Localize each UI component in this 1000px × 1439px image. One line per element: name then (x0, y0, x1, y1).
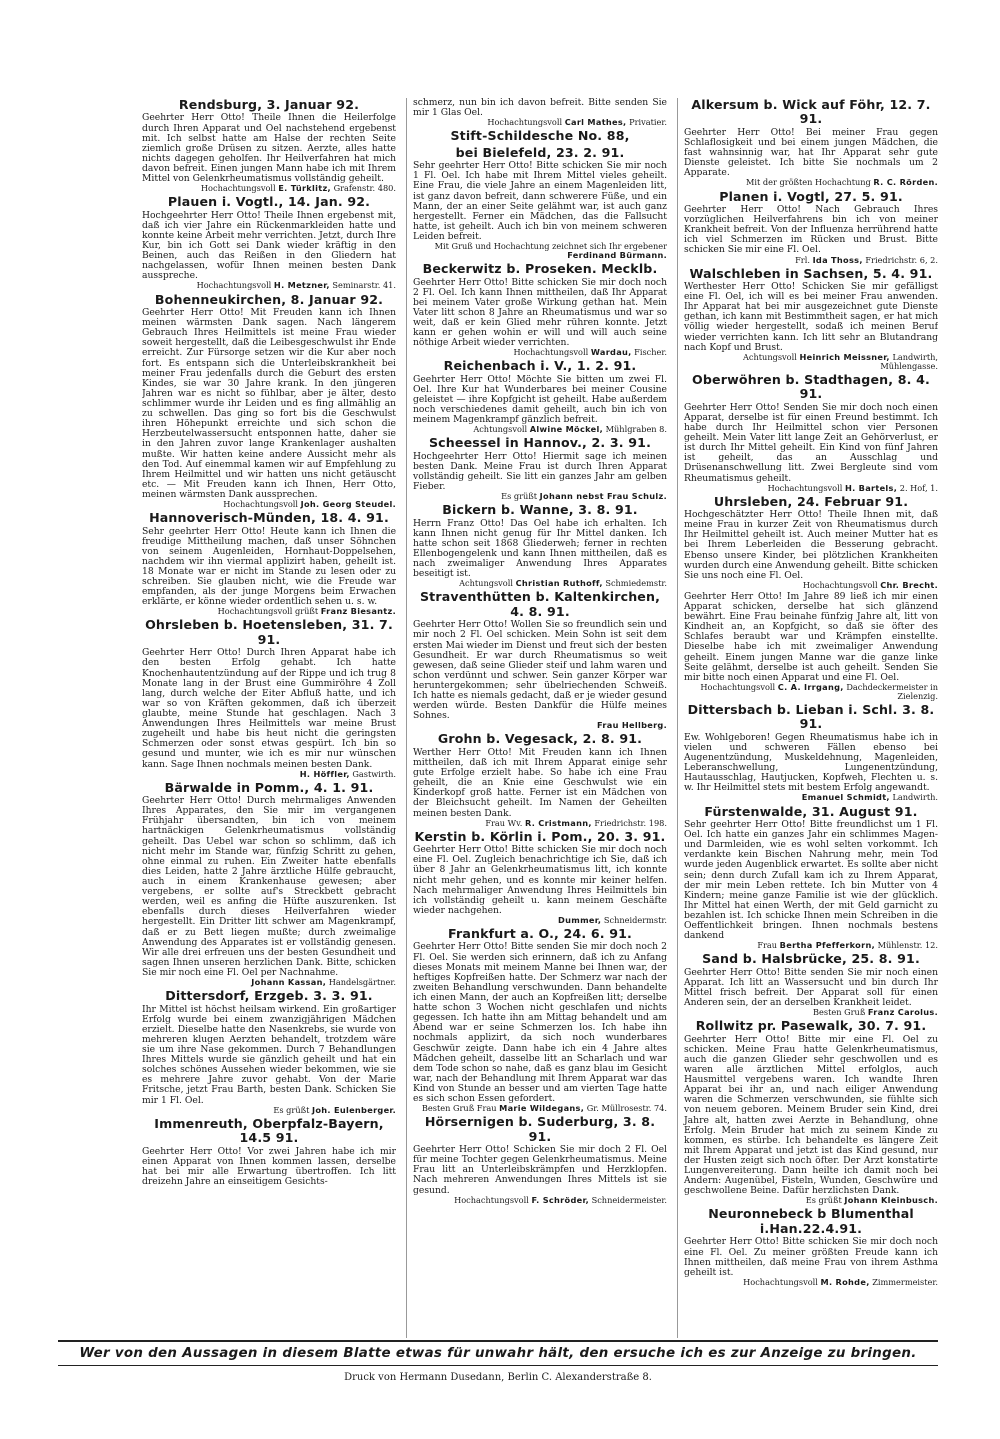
entry-heading: Beckerwitz b. Proseken. Mecklb. (422, 261, 658, 277)
signature-prefix: Frl. (795, 254, 810, 265)
signature-prefix: Hochachtungsvoll (200, 183, 276, 194)
entry-body: Werther Herr Otto! Mit Freuden kann ich Ihnen mittheilen, daß ich mit Ihrem Apparat einige sehr gute Erfolge erzielt habe. So habe ich eine Frau geheilt, die an Knie eine Geschwulst wie ein Kinderkopf groß hatte. Ferner ist ein Mädchen von der Bleichsucht geheilt. Im Namen der Geheilten meinen besten Dank. (413, 746, 667, 819)
testimonial-entry (684, 952, 938, 1017)
entry-body: Herrn Franz Otto! Das Oel habe ich erhalten. Ich kann Ihnen nicht genug für Ihr Mittel danken. Ich hatte schon seit 1868 Gliederweh; ferner in rechten Ellenbogengelenk und kann Ihnen mittheilen, daß es nach zweimaliger Anwendung Ihres Apparates beseitigt ist. (413, 517, 667, 580)
signature-suffix: Seminarstr. 41. (332, 280, 396, 291)
entry-heading: Immenreuth, Oberpfalz-Bayern, 14.5 91. (154, 1115, 384, 1146)
entry-signature (684, 256, 938, 265)
entry-heading: Uhrsleben, 24. Februar 91. (713, 493, 909, 509)
entry-signature (142, 1106, 396, 1115)
testimonial-entry (413, 129, 667, 143)
entry-signature (142, 978, 396, 987)
entry-heading: Planen i. Vogtl, 27. 5. 91. (719, 188, 903, 204)
entry-signature (413, 579, 667, 588)
signature-prefix: Mit Gruß und Hochachtung zeichnet sich Ihr ergebener (434, 241, 667, 252)
entry-body: Geehrter Herr Otto! Bitte senden Sie mir noch einen Apparat. Ich litt an Wassersucht und bin durch Ihr Mittel frisch befreit. Der Apparat soll für einen Anderen sein, der an derselben Krankheit leidet. (684, 966, 938, 1009)
entry-signature (142, 281, 396, 290)
signature-name: Frau Hellberg. (597, 720, 667, 731)
entry-signature (684, 793, 938, 802)
signature-name: Johann Kassan, (251, 977, 327, 988)
signature-name: Johann nebst Frau Schulz. (539, 491, 667, 502)
entry-body: Sehr geehrter Herr Otto! Bitte freundlichst um 1 Fl. Oel. Ich hatte ein ganzes Jahr ein schlimmes Magen- und Darmleiden, wie es wohl selten vorkommt. Ich verdankte kein Bischen Nahrung mehr, mein Tod wurde jeden Augenblick erwartet. Es sollte aber nicht sein; denn durch Zufall kam ich zu Ihrem Apparat, der mir mein Leben rettete. Ich bin Mutter von 4 Kindern; meine ganze Familie ist wie der glücklich. Ihr Mittel hat einen Werth, der mit Geld garnicht zu bezahlen ist. Ich schicke Ihnen mein Schreiben in die Oeffentlichkeit bringen. Ihnen nochmals bestens dankend (684, 818, 938, 942)
entry-signature (684, 1196, 938, 1205)
footer-rule-lower (58, 1365, 938, 1366)
testimonial-entry (142, 989, 396, 1115)
testimonial-entry (413, 927, 667, 1113)
signature-suffix: Mühlenstr. 12. (877, 940, 938, 951)
signature-suffix: Gr. Müllrosestr. 74. (586, 1103, 667, 1114)
entry-heading: Dittersbach b. Lieban i. Schl. 3. 8. 91. (687, 701, 935, 732)
entry-signature (142, 770, 396, 779)
testimonial-entry (413, 732, 667, 827)
entry-body: Geehrter Herr Otto! Im Jahre 89 ließ ich mir einen Apparat schicken, derselbe hat sich glänzend bewährt. Eine Frau beinahe fünfzig Jahre alt, litt von Kindheit an, an Kopfgicht, so daß sie öfter des Schlafes beraubt war und Krämpfen einstellte. Dieselbe habe ich mit zweimaliger Anwendung geheilt. Einem jungen Manne war die ganze linke Seite gelähmt, derselbe ist auch geheilt. Senden Sie mir bitte noch einen Apparat und eine Fl. Oel. (684, 590, 938, 683)
testimonial-entry (142, 781, 396, 987)
signature-name: H. Metzner, (273, 280, 330, 291)
signature-name: Christian Ruthoff, (515, 578, 603, 589)
signature-suffix: Friedrichstr. 198. (594, 817, 667, 828)
entry-heading: Walschleben in Sachsen, 5. 4. 91. (689, 265, 933, 281)
signature-name: Alwine Möckel, (529, 424, 604, 435)
testimonial-entry (684, 373, 938, 493)
signature-prefix: Achtungsvoll (459, 578, 513, 589)
entry-heading: Bärwalde in Pomm., 4. 1. 91. (164, 779, 374, 795)
entry-body: schmerz, nun bin ich davon befreit. Bitte senden Sie mir 1 Glas Oel. (413, 98, 667, 119)
entry-signature (413, 348, 667, 357)
entry-heading: Rollwitz pr. Pasewalk, 30. 7. 91. (695, 1018, 927, 1034)
signature-name: E. Türklitz, (278, 183, 331, 194)
entry-heading: Hannoverisch-Münden, 18. 4. 91. (149, 510, 389, 526)
entry-body: Geehrter Herr Otto! Möchte Sie bitten um zwei Fl. Oel. Ihre Kur hat Wunderbares bei meiner Cousine geleistet — ihre Kopfgicht ist geheilt. Habe außerdem noch verschiedenes damit geheilt, auch bin ich von meinem Magenkrampf gänzlich befreit. (413, 373, 667, 426)
entry-signature (413, 118, 667, 127)
signature-suffix: Friedrichstr. 6, 2. (865, 254, 938, 265)
column-1 (142, 98, 396, 1338)
signature-name: H. Höffler, (299, 768, 350, 779)
entry-heading: Sand b. Halsbrücke, 25. 8. 91. (702, 951, 920, 967)
entry-body: Hochgeehrter Herr Otto! Theile Ihnen ergebenst mit, daß ich vier Jahre ein Rückenmarkleiden hatte und konnte keine Arbeit mehr verrichten. Jetzt, durch Ihre Kur, bin ich Gott sei Dank wieder kräftig in den Beinen, auch das Reißen in den Gliedern hat nachgelassen, wofür Ihnen meinen besten Dank ausspreche. (142, 209, 396, 282)
entry-heading: Fürstenwalde, 31. August 91. (704, 803, 918, 819)
signature-name: Marie Wildegans, (499, 1103, 585, 1114)
entry-body: Hochgeehrter Herr Otto! Hiermit sage ich meinen besten Dank. Meine Frau ist durch Ihren Apparat vollständig geheilt. Sie litt ein ganzes Jahr am gelben Fieber. (413, 450, 667, 493)
column-3 (677, 98, 938, 1338)
signature-suffix: Schneidermeister. (591, 1194, 667, 1205)
testimonial-entry (684, 495, 938, 590)
signature-prefix: Hochachtungsvoll (513, 347, 589, 358)
testimonial-entry (413, 98, 667, 127)
entry-body: Hochgeschätzter Herr Otto! Theile Ihnen mit, daß meine Frau in kurzer Zeit von Rheumatismus durch Ihr Heilmittel geheilt ist. Auch meiner Mutter hat es bei Ihrem Leberleiden die Besserung gebracht. Ebenso unsere Kinder, bei plötzlichen Krankheiten wurden durch eine Anwendung geheilt. Bitte schicken Sie uns noch eine Fl. Oel. (684, 509, 938, 581)
signature-prefix: Hochachtungsvoll (767, 482, 843, 493)
entry-heading: Rendsburg, 3. Januar 92. (178, 98, 360, 112)
entry-signature (684, 178, 938, 187)
entry-heading: Reichenbach i. V., 1. 2. 91. (443, 358, 637, 374)
signature-prefix: Hochachtungsvoll grüßt (217, 606, 319, 617)
entry-heading: Plauen i. Vogtl., 14. Jan. 92. (167, 194, 371, 210)
entry-body: Geehrter Herr Otto! Wollen Sie so freundlich sein und mir noch 2 Fl. Oel schicken. Mein Sohn ist seit dem ersten Mai wieder im Dienst und freut sich der besten Gesundheit. Er war durch Rheumatismus so weit gewesen, daß seine Glieder steif und lahm waren und schon verdünnt und schwer. Sein ganzer Körper war heruntergekommen; sehr übelriechenden Schweiß. Ich hatte es niemals gedacht, daß er je wieder gesund werden würde. Besten Dankfür die Hülfe meines Sohnes. (413, 619, 667, 722)
entry-body: Ihr Mittel ist höchst heilsam wirkend. Ein großartiger Erfolg wurde bei einem zwanzigjährigen Mädchen erzielt. Dieselbe hatte den Nasenkrebs, sie wurde von mehreren klugen Aerzten behandelt, trotzdem wäre sie um ihre Nase gekommen. Durch 7 Behandlungen Ihres Mittels wurde sie gänzlich geheilt und hat ein solches schönes Aussehen wieder bekommen, wie sie es mehrere Jahre zuvor gehabt. Von der Marie Fritsche, jetzt Frau Barth, besten Dank. Schicken Sie mir 1 Fl. Oel. (142, 1003, 396, 1106)
entry-body: Geehrter Herr Otto! Bitte senden Sie mir doch noch 2 Fl. Oel. Sie werden sich erinnern, daß ich zu Anfang dieses Monats mit meinem Manne bei Ihnen war, der heftiges Kopfreißen hatte. Der Schmerz war nach der zweiten Behandlung verschwunden. Dann behandelte ich einen Mann, der auch an Kopfreißen litt; derselbe hatte schon 3 Wochen nicht geschlafen und nichts gegessen. Ich hatte ihn am Mittag behandelt und am Abend war er seine Schmerzen los. Ich habe ihn nochmals applizirt, da sich noch wunderbares Geschwür zeigte. Dann habe ich ein 4 Jahre altes Mädchen geheilt, dasselbe litt an Scharlach und war dem Tode schon so nahe, daß es ganz blau im Gesicht war, nach der Behandlung mit Ihrem Apparat war das Kind von Stunde an besser und am vierten Tage hatte es sich schon Essen gefordert. (413, 941, 667, 1105)
signature-suffix: Zimmermeister. (872, 1276, 938, 1287)
entry-body: Geehrter Herr Otto! Durch Ihren Apparat habe ich den besten Erfolg gehabt. Ich hatte Knochenhautentzündung auf der Rippe und ich trug 8 Monate lang in der Brust eine Gummiröhre 4 Zoll lang, durch welche der Eiter Abfluß hatte, und ich war so von Kräften gekommen, daß ich überzeit glaubte, meine Stunde hat geschlagen. Nach 3 Anwendungen Ihres Heilmittels war meine Brust zugeheilt und habe bis heut nicht die geringsten Schmerzen oder sonst etwas gespürt. Ich bin so gesund und munter, wie ich es mir nur wünschen kann. Sage Ihnen nochmals meinen besten Dank. (142, 647, 396, 770)
entry-body: Geehrter Herr Otto! Schicken Sie mir doch 2 Fl. Oel für meine Tochter gegen Gelenkrheumatismus. Meine Frau litt an Unterleibskrämpfen und Herzklopfen. Nach mehreren Anwendungen Ihres Mittels ist sie gesund. (413, 1144, 667, 1196)
testimonial-entry (142, 618, 396, 778)
entry-signature (413, 721, 667, 730)
signature-prefix: Frau (757, 940, 778, 951)
signature-prefix: Frau Wv. (485, 817, 523, 828)
signature-name: Franz Biesantz. (320, 606, 396, 617)
entry-heading: Bohenneukirchen, 8. Januar 92. (154, 291, 384, 307)
entry-signature (684, 941, 938, 950)
signature-name: Chr. Brecht. (880, 579, 938, 590)
testimonial-entry (684, 267, 938, 371)
testimonial-entry (684, 1207, 938, 1286)
entry-heading: Kerstin b. Körlin i. Pom., 20. 3. 91. (414, 828, 666, 844)
testimonial-entry (684, 1019, 938, 1205)
signature-suffix: Mühlgraben 8. (605, 424, 667, 435)
printer-imprint: Druck von Hermann Dusedann, Berlin C. Alexanderstraße 8. (344, 1372, 652, 1383)
entry-signature (413, 425, 667, 434)
signature-prefix: Es grüßt (273, 1104, 310, 1115)
footer-rule (58, 1340, 938, 1342)
signature-prefix: Besten Gruß (813, 1007, 866, 1018)
entry-heading: Scheessel in Hannov., 2. 3. 91. (428, 435, 652, 451)
testimonial-entry (684, 703, 938, 803)
entry-body: Geehrter Herr Otto! Vor zwei Jahren habe ich mir einen Apparat von Ihnen kommen lassen, derselbe hat bei mir alle Erwartung übertroffen. Ich litt dreizehn Jahre an einseitigem Gesichts- (142, 1145, 396, 1187)
testimonial-entry (684, 805, 938, 951)
entry-signature (413, 819, 667, 828)
signature-prefix: Achtungsvoll (473, 424, 528, 435)
entry-body: Sehr geehrter Herr Otto! Heute kann ich Ihnen die freudige Mittheilung machen, daß unser Söhnchen von seinem Augenleiden, Hornhaut-Doppelsehen, nachdem wir ihn viermal applizirt haben, geheilt ist. 18 Monate war er nicht im Stande zu lesen oder zu schreiben. Sie glauben nicht, wie die Freude war empfanden, als der junge Morgens beim Erwachen erklärte, er könne wieder ordentlich sehen u. s. w. (142, 525, 396, 608)
signature-prefix: Achtungsvoll (742, 351, 797, 362)
signature-suffix: Handelsgärtner. (328, 977, 396, 988)
signature-name: H. Bartels, (844, 482, 898, 493)
signature-prefix: Hochachtungsvoll (802, 579, 878, 590)
signature-prefix: Hochachtungsvoll (743, 1276, 818, 1287)
testimonial-entry (413, 1115, 667, 1205)
signature-prefix: Hochachtungsvoll (196, 280, 272, 291)
entry-body: Geehrter Herr Otto! Bei meiner Frau gegen Schlaflosigkeit und bei einem jungen Mädchen, die fast wahnsinnig war, hat Ihr Apparat sehr gute Dienste geleistet. Ich bitte Sie nochmals um 2 Apparate. (684, 126, 938, 179)
entry-body: Ew. Wohlgeboren! Gegen Rheumatismus habe ich in vielen und schweren Fällen ebenso bei Augenentzündung, Muskeldehnung, Magenleiden, Leberanschwellung, Lungenentzündung, Hautausschlag, Hautjucken, Kopfweh, Flechten u. s. w. Ihr Heilmittel stets mit bestem Erfolg angewandt. (684, 731, 938, 794)
entry-signature (142, 607, 396, 616)
entry-heading: bei Bielefeld, 23. 2. 91. (455, 144, 625, 160)
entry-body: Geehrter Herr Otto! Bitte schicken Sie mir doch noch 2 Fl. Oel. Ich kann Ihnen mittheilen, daß Ihr Apparat bei meinem Vater große Wirkung gethan hat. Mein Vater litt schon 8 Jahre an Rheumatismus und war so weit, daß er kein Glied mehr rühren konnte. Jetzt kann er gehen wohin er will und will auch seine nöthige Arbeit wieder verrichten. (413, 276, 667, 349)
entry-body: Sehr geehrter Herr Otto! Bitte schicken Sie mir noch 1 Fl. Oel. Ich habe mit Ihrem Mittel vieles geheilt. Eine Frau, die viele Jahre an einem Magenleiden litt, ist ganz davon befreit, dann schwerere Füße, und ein Mann, der an einer Seite gelähmt war, ist auch ganz hergestellt. Ferner ein Mädchen, das die Fallsucht hatte, ist geheilt. Auch ich bin von meinem schweren Leiden befreit. (413, 160, 667, 242)
entry-body: Geehrter Herr Otto! Nach Gebrauch Ihres vorzüglichen Heilverfahrens bin ich von meiner Krankheit befreit. Von der Influenza herrührend hatte ich viel Schmerzen im Rücken und Brust. Bitte schicken Sie mir eine Fl. Oel. (684, 203, 938, 256)
testimonial-entry (413, 590, 667, 730)
entry-heading: Dittersdorf, Erzgeb. 3. 3. 91. (165, 988, 373, 1004)
entry-signature (413, 1104, 667, 1113)
entry-signature (142, 184, 396, 193)
entry-heading: Frankfurt a. O., 24. 6. 91. (448, 925, 632, 941)
signature-suffix: Privatier. (629, 117, 667, 128)
signature-suffix: Schneidermstr. (603, 914, 667, 925)
signature-suffix: Grafenstr. 480. (333, 183, 396, 194)
signature-name: R. C. Rörden. (873, 177, 938, 188)
testimonial-entry (413, 262, 667, 357)
entry-body: Geehrter Herr Otto! Bitte schicken Sie mir doch noch eine Fl. Oel. Zugleich benachrichtige ich Sie, daß ich über 8 Jahr an Gelenkrheumatismus litt, ich konnte nicht mehr gehen, und es konnte mir keiner helfen. Nach mehrmaliger Anwendung Ihres Heilmittels bin ich vollständig geheilt u. kann meinem Geschäfte wieder nachgehen. (413, 844, 667, 916)
signature-name: Bertha Pfefferkorn, (779, 940, 875, 951)
signature-name: Dummer, (558, 914, 602, 925)
entry-signature (684, 353, 938, 371)
signature-name: F. Schröder, (531, 1194, 589, 1205)
entry-heading: Neuronnebeck b Blumenthal i.Han.22.4.91. (708, 1206, 914, 1236)
signature-name: R. Cristmann, (524, 817, 592, 828)
signature-name: Joh. Georg Steudel. (300, 499, 396, 510)
testimonial-entry (142, 1117, 396, 1187)
signature-prefix: Es grüßt (805, 1195, 842, 1206)
entry-signature (684, 1008, 938, 1017)
signature-prefix: Mit der größten Hochachtung (745, 177, 871, 188)
signature-name: Ida Thoss, (812, 254, 863, 265)
signature-suffix: Landwirth. (892, 792, 938, 803)
testimonial-entry (413, 359, 667, 434)
testimonial-entry (413, 503, 667, 588)
signature-name: Franz Carolus. (867, 1007, 938, 1018)
entry-signature (684, 581, 938, 590)
signature-name: Emanuel Schmidt, (801, 792, 890, 803)
entry-heading: Straventhütten b. Kaltenkirchen, 4. 8. 91. (419, 589, 661, 619)
entry-signature (413, 242, 667, 260)
signature-suffix: Fischer. (634, 347, 667, 358)
entry-heading: Ohrsleben b. Hoetensleben, 31. 7. 91. (145, 617, 393, 647)
entry-heading: Grohn b. Vegesack, 2. 8. 91. (437, 731, 643, 747)
entry-signature (684, 683, 938, 701)
signature-name: Joh. Eulenberger. (311, 1104, 396, 1115)
testimonial-entry (413, 146, 667, 260)
signature-name: M. Rohde, (820, 1276, 870, 1287)
entry-body: Geehrter Herr Otto! Senden Sie mir doch noch einen Apparat, derselbe ist für einen Freund bestimmt. Ich habe durch Ihr Heilmittel schon vier Personen geheilt. Mein Vater litt lange Zeit an Gehörverlust, er ist durch Ihr Mittel geheilt. Ein Kind von fünf Jahren ist geheilt, das an Ausschlag und Drüsenanschwellung litt. Zwei Bergleute sind vom Rheumatismus geheilt. (684, 401, 938, 484)
entry-body: Geehrter Herr Otto! Bitte schicken Sie mir doch noch eine Fl. Oel. Zu meiner größten Freude kann ich Ihnen mittheilen, daß meine Frau von ihrem Asthma geheilt ist. (684, 1236, 938, 1278)
entry-signature (142, 500, 396, 509)
signature-suffix: Schmiedemstr. (605, 578, 667, 589)
columns (142, 98, 938, 1338)
signature-prefix: Besten Gruß Frau (421, 1103, 497, 1114)
entry-body: Geehrter Herr Otto! Theile Ihnen die Heilerfolge durch Ihren Apparat und Oel nachstehend ergebenst mit. Ich selbst hatte am Halse der rechten Seite ziemlich große Drüsen zu sitzen. Aerzte, alles hatte nichts dagegen geholfen. Ihr Heilverfahren hat mich davon befreit. Einen jungen Mann habe ich mit Ihrem Mittel von Gelenkrheumatismus vollständig geheilt. (142, 112, 396, 185)
signature-prefix: Hochachtungsvoll (454, 1194, 529, 1205)
entry-signature (413, 492, 667, 501)
entry-heading: Stift-Schildesche No. 88, (450, 128, 630, 144)
testimonial-entry (684, 190, 938, 265)
footer-notice: Wer von den Aussagen in diesem Blatte etwas für unwahr hält, den ersuche ich es zur Anzeige zu bringen. (79, 1346, 917, 1361)
entry-signature (684, 484, 938, 493)
signature-suffix: 2. Hof, 1. (899, 482, 938, 493)
entry-heading: Hörsernigen b. Suderburg, 3. 8. 91. (424, 1114, 656, 1144)
signature-prefix: Es grüßt (501, 491, 538, 502)
testimonial-entry (142, 293, 396, 510)
entry-body: Geehrter Herr Otto! Durch mehrmaliges Anwenden Ihres Apparates, den Sie mir im vergangenen Frühjahr übersandten, bin ich von meinem hartnäckigen Gelenkrheumatismus vollständig geheilt. Das Uebel war schon so schlimm, daß ich nicht mehr im Stande war, fünfzig Schritt zu gehen, ohne einmal zu ruhen. Ein Zweiter hatte ebenfalls dies Leiden, hatte 2 Jahre ärztliche Hülfe gebraucht, auch in einem Krankenhause gewesen; aber vergebens, er sollte auf's Streckbett gebracht werden, weil es anfing die Hüfte auszurenken. Ist ebenfalls durch dieses Heilverfahren wieder hergestellt. Ein Dritter litt schwer am Magenkrampf, daß er zu Bett liegen mußte; durch zweimalige Anwendung des Apparates ist er vollständig genesen. Wir alle drei erfreuen uns der besten Gesundheit und sagen Ihnen unseren herzlichen Dank. Bitte, schicken Sie mir noch eine Fl. Oel per Nachnahme. (142, 795, 396, 979)
testimonial-entry (413, 830, 667, 925)
signature-prefix: Hochachtungsvoll (487, 117, 563, 128)
signature-name: Heinrich Meissner, (799, 351, 890, 362)
signature-suffix: Dachdeckermeister in Zielenzig. (846, 681, 938, 701)
signature-name: Carl Mathes, (564, 117, 627, 128)
testimonial-entry (142, 98, 396, 193)
entry-body: Geehrter Herr Otto! Mit Freuden kann ich Ihnen meinen wärmsten Dank sagen. Nach längerem Gebrauch Ihres Heilmittels ist meine Frau wieder soweit hergestellt, daß die Leibesgeschwulst ihr Ende erreicht. Zur Fürsorge setzen wir die Kur aber noch fort. Es entspann sich die Unterleibskrankheit bei meiner Frau jedenfalls durch die Geburt des ersten Kindes, sie war 30 Jahre krank. In den jüngeren Jahren war es nicht so fühlbar, aber je älter, desto schlimmer wurde ihr Leiden und es fing allmählig an zu schwellen. Das ging so fort bis die Geschwulst ihren Höhepunkt erreichte und sich schon die Herzbeutelwassersucht entsponnen hatte, daher sie in den Jahren zuvor lange Krankenlager aushalten mußte. Wir hatten keine andere Aussicht mehr als den Tod. Auf einemmal kamen wir auf Empfehlung zu Ihrem Heilmittel und wir hatten uns nicht getäuscht etc. — Mit Freuden kann ich Ihnen, Herr Otto, meinen wärmsten Dank aussprechen. (142, 306, 396, 500)
entry-heading: Alkersum b. Wick auf Föhr, 12. 7. 91. (691, 98, 931, 127)
entry-signature (413, 916, 667, 925)
signature-suffix: Landwirth, Mühlengasse. (880, 351, 938, 371)
entry-body: Werthester Herr Otto! Schicken Sie mir gefälligst eine Fl. Oel, ich will es bei meiner Frau anwenden. Ihr Apparat hat bei mir ausgezeichnet gute Dienste gethan, ich kann mit Bestimmtheit sagen, er hat mich völlig wieder hergestellt, sodaß ich meinen Beruf wieder verrichten kann. Ich litt sehr an Blutandrang nach Kopf und Brust. (684, 281, 938, 353)
signature-name: C. A. Irrgang, (777, 681, 844, 692)
entry-body: Geehrter Herr Otto! Bitte mir eine Fl. Oel zu schicken. Meine Frau hatte Gelenkrheumatismus, auch die ganzen Glieder sehr geschwollen und es waren alle ärztlichen Mittel erfolglos, auch Hausmittel vergebens waren. Ich wandte Ihren Apparat bei ihr an, und nach eiliger Anwendung waren die Schmerzen verschwunden, sie fühlte sich von neuem geboren. Meinem Bruder sein Kind, drei Jahre alt, hatten zwei Aerzte in Behandlung, ohne Erfolg. Mein Bruder hat mich zu seinem Kinde zu kommen, es stürbe. Ich behandelte es längere Zeit mit Ihrem Apparat und jetzt ist das Kind gesund, nur der Husten zeigt sich noch öfter. Der Arzt konstatirte Lungenvereiterung. Dann heilte ich damit noch bei Andern: Augenübel, Fisteln, Wunden, Geschwüre und geschwollene Beine. Dafür herzlichsten Dank. (684, 1033, 938, 1197)
entry-signature (684, 1278, 938, 1287)
signature-prefix: Hochachtungsvoll (700, 681, 776, 692)
testimonial-entry (684, 592, 938, 701)
testimonial-entry (413, 436, 667, 501)
entry-heading: Bickern b. Wanne, 3. 8. 91. (442, 502, 638, 518)
testimonial-entry (142, 195, 396, 290)
signature-name: Johann Kleinbusch. (844, 1195, 938, 1206)
signature-suffix: Gastwirth. (352, 768, 396, 779)
entry-heading: Oberwöhren b. Stadthagen, 8. 4. 91. (692, 371, 930, 402)
signature-name: Ferdinand Bürmann. (567, 250, 667, 261)
signature-prefix: Hochachtungsvoll (223, 499, 299, 510)
entry-signature (413, 1196, 667, 1205)
signature-name: Wardau, (590, 347, 632, 358)
column-2 (406, 98, 667, 1338)
testimonial-entry (684, 98, 938, 188)
testimonial-entry (142, 511, 396, 616)
